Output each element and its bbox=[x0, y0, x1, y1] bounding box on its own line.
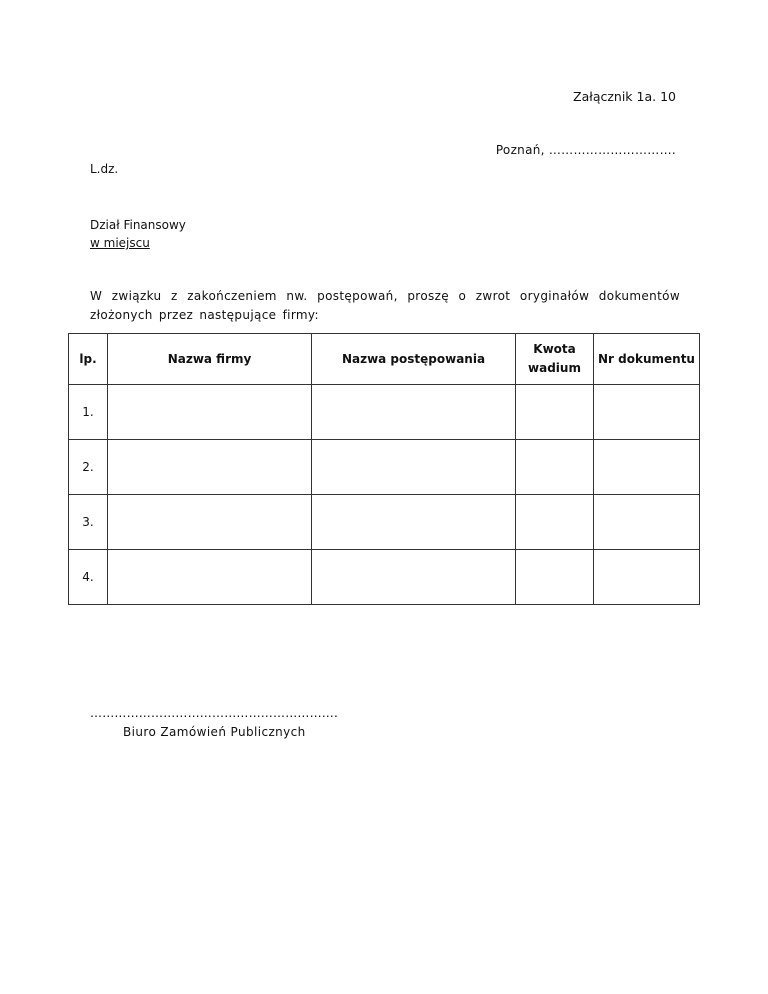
procedure-name-cell[interactable] bbox=[312, 495, 516, 550]
recipient-block bbox=[90, 216, 186, 252]
place-date-line: Poznań, …………………………. bbox=[495, 143, 676, 157]
company-name-cell[interactable] bbox=[108, 495, 312, 550]
company-name-cell[interactable] bbox=[108, 385, 312, 440]
deposit-amount-cell[interactable] bbox=[516, 550, 594, 605]
attachment-title: Załącznik 1a. 10 bbox=[573, 89, 676, 104]
header-document-number: Nr dokumentu bbox=[594, 334, 700, 385]
document-number-cell[interactable] bbox=[594, 550, 700, 605]
company-name-cell[interactable] bbox=[108, 440, 312, 495]
row-number: 3. bbox=[69, 495, 108, 550]
table-row bbox=[69, 385, 700, 440]
table-row bbox=[69, 440, 700, 495]
deposit-amount-cell[interactable] bbox=[516, 495, 594, 550]
table-row bbox=[69, 495, 700, 550]
header-procedure-name: Nazwa postępowania bbox=[312, 334, 516, 385]
ldz-label: L.dz. bbox=[90, 162, 119, 176]
recipient-department: Dział Finansowy bbox=[90, 218, 186, 232]
signature-label: Biuro Zamówień Publicznych bbox=[123, 725, 306, 739]
documents-table bbox=[68, 333, 700, 605]
row-number: 4. bbox=[69, 550, 108, 605]
document-number-cell[interactable] bbox=[594, 385, 700, 440]
company-name-cell[interactable] bbox=[108, 550, 312, 605]
procedure-name-cell[interactable] bbox=[312, 440, 516, 495]
table-row bbox=[69, 550, 700, 605]
recipient-location: w miejscu bbox=[90, 236, 150, 250]
document-number-cell[interactable] bbox=[594, 440, 700, 495]
row-number: 2. bbox=[69, 440, 108, 495]
row-number: 1. bbox=[69, 385, 108, 440]
header-lp: lp. bbox=[69, 334, 108, 385]
procedure-name-cell[interactable] bbox=[312, 385, 516, 440]
document-number-cell[interactable] bbox=[594, 495, 700, 550]
procedure-name-cell[interactable] bbox=[312, 550, 516, 605]
signature-line: ……………………………………………………. bbox=[90, 706, 339, 720]
header-deposit-amount: Kwota wadium bbox=[516, 334, 594, 385]
request-paragraph: W związku z zakończeniem nw. postępowań, proszę o zwrot oryginałów dokumentów złożonych przez następujące firmy: bbox=[90, 289, 680, 322]
deposit-amount-cell[interactable] bbox=[516, 440, 594, 495]
table-header-row bbox=[69, 334, 700, 385]
header-company-name: Nazwa firmy bbox=[108, 334, 312, 385]
deposit-amount-cell[interactable] bbox=[516, 385, 594, 440]
